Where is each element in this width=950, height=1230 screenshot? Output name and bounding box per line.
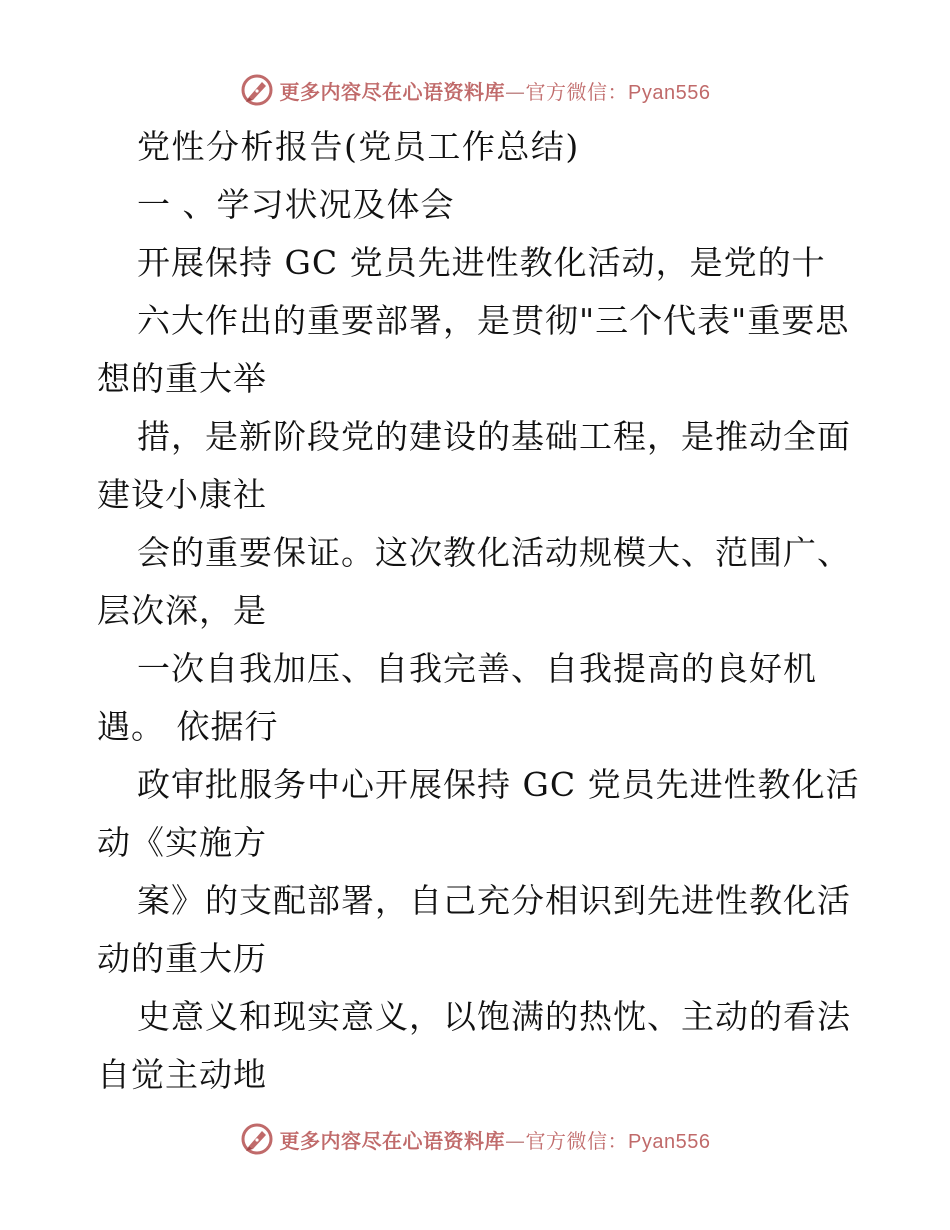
watermark-lead: 更多内容尽在心语资料库 <box>279 1128 506 1153</box>
watermark-separator: — <box>505 1128 526 1153</box>
body-line: 会的重要保证。这次教化活动规模大、范围广、 <box>137 533 851 572</box>
footer-watermark <box>0 1119 950 1159</box>
body-line: 动《实施方 <box>97 823 267 862</box>
section-heading: 一 、学习状况及体会 <box>137 185 455 224</box>
watermark-separator: — <box>505 79 526 104</box>
body-line: 案》的支配部署，自己充分相识到先进性教化活 <box>137 881 851 920</box>
watermark-text <box>280 1125 711 1154</box>
body-line: 史意义和现实意义，以饱满的热忱、主动的看法 <box>137 997 851 1036</box>
pen-nib-logo-icon <box>240 73 274 107</box>
header-watermark <box>0 70 950 110</box>
watermark-tail: 官方微信： <box>525 79 629 104</box>
body-line: 建设小康社 <box>97 475 267 514</box>
body-line: 层次深，是 <box>97 591 267 630</box>
body-line: 措，是新阶段党的建设的基础工程，是推动全面 <box>137 417 851 456</box>
body-line: 自觉主动地 <box>97 1055 267 1094</box>
pen-nib-logo-icon <box>240 1122 274 1156</box>
watermark-handle: Pyan556 <box>628 1130 711 1153</box>
body-line: 开展保持 GC 党员先进性教化活动，是党的十 <box>137 243 826 282</box>
watermark-text <box>280 76 711 105</box>
body-line: 动的重大历 <box>97 939 267 978</box>
body-line: 政审批服务中心开展保持 GC 党员先进性教化活 <box>137 765 860 804</box>
document-body <box>97 118 887 1104</box>
watermark-handle: Pyan556 <box>628 81 711 104</box>
watermark-tail: 官方微信： <box>525 1128 629 1153</box>
watermark-lead: 更多内容尽在心语资料库 <box>279 79 506 104</box>
body-line: 想的重大举 <box>97 359 267 398</box>
body-line: 六大作出的重要部署，是贯彻"三个代表"重要思 <box>137 301 850 340</box>
document-title: 党性分析报告(党员工作总结) <box>137 127 580 166</box>
body-line: 遇。 依据行 <box>97 707 279 746</box>
body-line: 一次自我加压、自我完善、自我提高的良好机 <box>137 649 817 688</box>
